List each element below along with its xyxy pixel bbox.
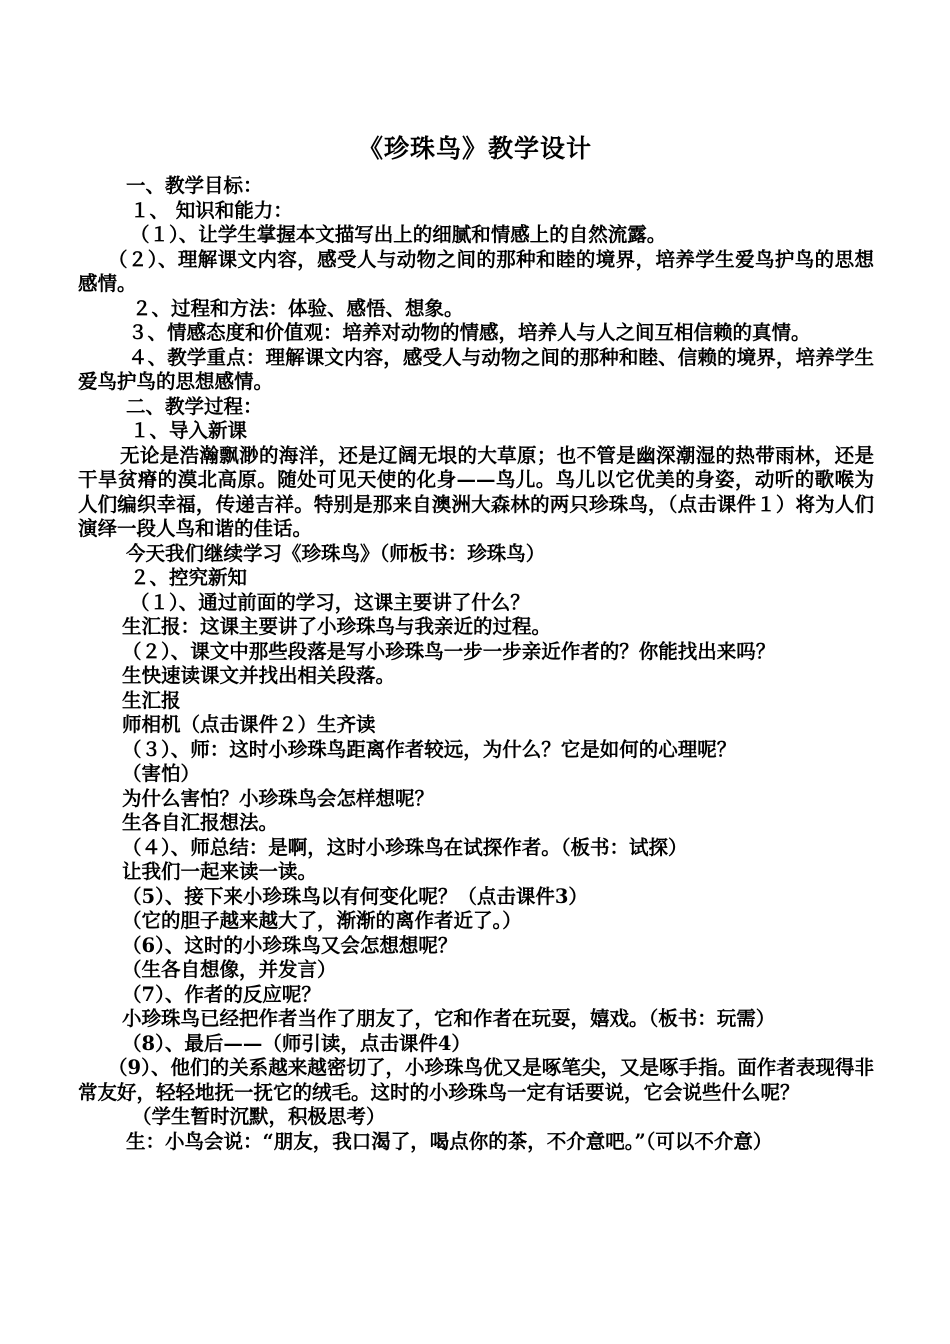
paragraph-line: （３）、师：这时小珍珠鸟距离作者较远，为什么？它是如何的心理呢？ bbox=[122, 737, 737, 761]
paragraph-line: 生快速读课文并找出相关段落。 bbox=[122, 664, 396, 687]
paragraph-line: 今天我们继续学习《珍珠鸟》（师板书：珍珠鸟） bbox=[126, 541, 546, 565]
paragraph-line: （它的胆子越来越大了，渐渐的离作者近了。） bbox=[122, 909, 522, 932]
paragraph-line: 生汇报：这课主要讲了小珍珠鸟与我亲近的过程。 bbox=[122, 615, 552, 638]
paragraph-line: （9）、他们的关系越来越密切了，小珍珠鸟优又是啄笔尖，又是啄手指。面作者表现得非常友好，轻轻地抚一抚它的绒毛。这时的小珍珠鸟一定有话要说，它会说些什么呢？ bbox=[78, 1056, 874, 1104]
paragraph-line: （8）、最后——（师引读，点击课件4） bbox=[122, 1031, 471, 1055]
objective-heading: １、 知识和能力： bbox=[130, 198, 293, 222]
objective-item: ４、教学重点：理解课文内容，感受人与动物之间的那种和睦、信赖的境界，培养学生爱鸟护鸟的思想感情。 bbox=[78, 345, 874, 393]
process-heading: １、导入新课 bbox=[130, 419, 248, 442]
paragraph-line: （学生暂时沉默，积极思考） bbox=[132, 1105, 386, 1128]
paragraph-line: （5）、接下来小珍珠鸟以有何变化呢？（点击课件3） bbox=[122, 884, 588, 908]
section-heading-objectives: 一、教学目标： bbox=[126, 174, 263, 197]
intro-paragraph: 无论是浩瀚飘渺的海洋，还是辽阔无垠的大草原；也不管是幽深潮湿的热带雨林，还是干旱贫瘠的漠北高原。随处可见天使的化身——鸟儿。鸟儿以它优美的身姿，动听的歌喉为人们编织幸福，传递吉祥。特别是那来自澳洲大森林的两只珍珠鸟，（点击课件１）将为人们演绎一段人鸟和谐的佳话。 bbox=[78, 443, 874, 540]
paragraph-line: （生各自想像，并发言） bbox=[122, 958, 337, 981]
paragraph-line: （１）、通过前面的学习，这课主要讲了什么？ bbox=[130, 590, 530, 614]
paragraph-line: 为什么害怕？小珍珠鸟会怎样想呢？ bbox=[122, 786, 435, 810]
paragraph-line: （害怕） bbox=[122, 762, 201, 785]
document-body bbox=[78, 174, 874, 1154]
objective-item: ３、情感态度和价值观：培养对动物的情感，培养人与人之间互相信赖的真情。 bbox=[128, 321, 811, 344]
objective-item: ２、过程和方法：体验、感悟、想象。 bbox=[132, 296, 464, 320]
paragraph-line: 生：小鸟会说：“朋友，我口渴了，喝点你的茶，不介意吧。”（可以不介意） bbox=[126, 1129, 773, 1153]
paragraph-line: （２）、课文中那些段落是写小珍珠鸟一步一步亲近作者的？你能找出来吗？ bbox=[122, 639, 776, 663]
paragraph-line: 师相机（点击课件２）生齐读 bbox=[122, 713, 376, 736]
process-heading: ２、控究新知 bbox=[130, 566, 248, 589]
paragraph-line: （7）、作者的反应呢？ bbox=[122, 982, 321, 1006]
section-heading-process: 二、教学过程： bbox=[126, 394, 263, 418]
paragraph-line: （４）、师总结：是啊，这时小珍珠鸟在试探作者。（板书：试探） bbox=[122, 835, 688, 859]
objective-item: （２）、理解课文内容，感受人与动物之间的那种和睦的境界，培养学生爱鸟护鸟的思想感情。 bbox=[78, 247, 874, 295]
paragraph-line: （6）、这时的小珍珠鸟又会怎想想呢？ bbox=[122, 933, 458, 957]
objective-item: （１）、让学生掌握本文描写出上的细腻和情感上的自然流露。 bbox=[130, 223, 667, 246]
paragraph-line: 小珍珠鸟已经把作者当作了朋友了，它和作者在玩耍，嬉戏。（板书：玩需） bbox=[122, 1007, 776, 1030]
paragraph-line: 生汇报 bbox=[122, 688, 181, 712]
paragraph-line: 让我们一起来读一读。 bbox=[122, 860, 318, 883]
paragraph-line: 生各自汇报想法。 bbox=[122, 811, 279, 834]
page-title: 《珍珠鸟》教学设计 bbox=[357, 134, 592, 163]
